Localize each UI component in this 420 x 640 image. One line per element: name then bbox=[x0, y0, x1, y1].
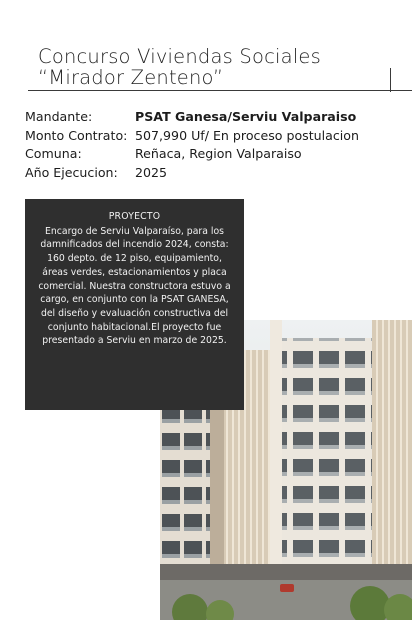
spec-value: Reñaca, Region Valparaiso bbox=[135, 146, 302, 161]
spec-value: PSAT Ganesa/Serviu Valparaiso bbox=[135, 109, 357, 124]
spec-row-mandante bbox=[25, 108, 417, 127]
description-body: Encargo de Serviu Valparaíso, para los damnificados del incendio 2024, consta: 160 depto. de 12 piso, equipamiento, áreas verdes, estacionamientos y placa comercial. Nuestra constructora estuvo a cargo, en conjunto con la PSAT GANESA, del diseño y evaluación constructiva del conjunto habitacional.El proyecto fue presentado a Serviu en marzo de 2025. bbox=[38, 225, 231, 347]
spec-label: Monto Contrato: bbox=[25, 127, 128, 143]
spec-label: Año Ejecucion: bbox=[25, 164, 118, 180]
spec-value: 507,990 Uf/ En proceso postulacion bbox=[135, 127, 359, 143]
project-title-line-1: Concurso Viviendas Sociales bbox=[38, 45, 321, 68]
spec-row-ano bbox=[25, 164, 417, 183]
project-description-box bbox=[25, 199, 244, 410]
project-title-line-2: “Mirador Zenteno” bbox=[38, 66, 224, 89]
title-divider-horizontal bbox=[28, 90, 412, 91]
project-specs bbox=[25, 108, 417, 182]
spec-value: 2025 bbox=[135, 164, 168, 180]
project-title bbox=[38, 46, 378, 88]
spec-row-comuna bbox=[25, 145, 417, 164]
description-heading: PROYECTO bbox=[108, 211, 161, 222]
spec-label: Mandante: bbox=[25, 109, 93, 124]
title-divider-vertical bbox=[390, 68, 391, 92]
spec-label: Comuna: bbox=[25, 146, 82, 161]
spec-row-monto bbox=[25, 127, 417, 146]
